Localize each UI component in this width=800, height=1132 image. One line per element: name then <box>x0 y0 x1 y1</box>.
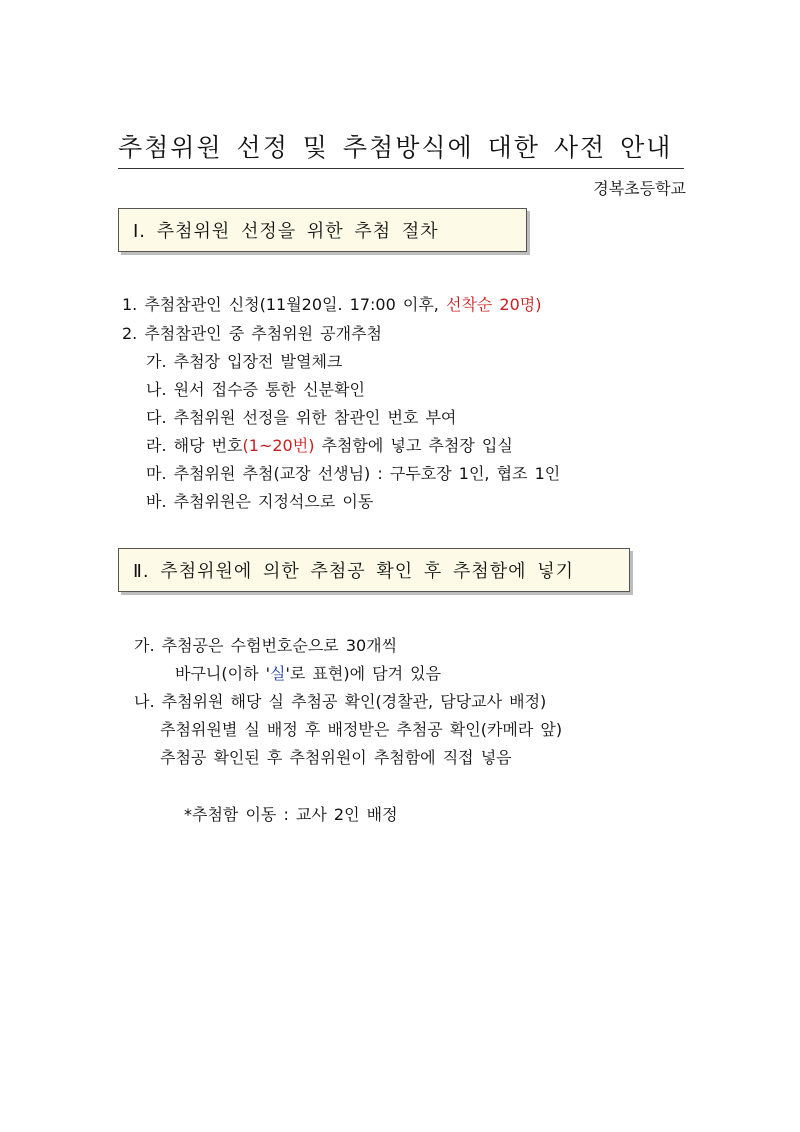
section-2-ga-line-1: 가. 추첨공은 수험번호순으로 30개씩 <box>134 636 398 655</box>
section-1-sub-ra <box>146 433 513 456</box>
document-title: 추첨위원 선정 및 추첨방식에 대한 사전 안내 <box>118 128 684 169</box>
section-1-sub-ba: 바. 추첨위원은 지정석으로 이동 <box>146 492 374 511</box>
section-2-na-line-3: 추첨공 확인된 후 추첨위원이 추첨함에 직접 넣음 <box>160 748 512 767</box>
section-1-sub-ma: 마. 추첨위원 추첨(교장 선생님) : 구두호장 1인, 협조 1인 <box>146 464 561 483</box>
sub-ra-pre: 라. 해당 번호 <box>146 436 243 455</box>
section-1-sub-ga: 가. 추첨장 입장전 발열체크 <box>146 352 343 371</box>
ga-line-2-pre: 바구니(이하 ' <box>175 664 271 683</box>
item-1-close: ) <box>535 295 542 314</box>
section-1-item-2: 2. 추첨참관인 중 추첨위원 공개추첨 <box>122 324 382 343</box>
sub-ra-post: 추첨함에 넣고 추첨장 입실 <box>314 436 513 455</box>
ga-line-2-post: '로 표현)에 담겨 있음 <box>285 664 442 683</box>
section-1-sub-da: 다. 추첨위원 선정을 위한 참관인 번호 부여 <box>146 408 457 427</box>
section-1-heading: Ⅰ. 추첨위원 선정을 위한 추첨 절차 <box>133 221 439 242</box>
section-1-sub-na: 나. 원서 접수증 통한 신분확인 <box>146 380 365 399</box>
section-2-na-line-1: 나. 추첨위원 해당 실 추첨공 확인(경찰관, 담당교사 배정) <box>134 692 547 711</box>
section-1-heading-box <box>118 208 527 252</box>
section-1-item-1 <box>122 292 542 315</box>
section-2-ga-line-2 <box>175 661 441 684</box>
section-2-note: *추첨함 이동 : 교사 2인 배정 <box>184 805 398 824</box>
item-1-text: 1. 추첨참관인 신청(11월20일. 17:00 이후, <box>122 295 446 314</box>
section-2-heading-box <box>118 548 630 592</box>
school-name: 경복초등학교 <box>593 179 686 198</box>
ga-line-2-highlight: 실 <box>270 664 286 683</box>
sub-ra-highlight: (1~20번) <box>242 436 315 455</box>
section-2-heading: Ⅱ. 추첨위원에 의한 추첨공 확인 후 추첨함에 넣기 <box>133 561 575 582</box>
section-2-na-line-2: 추첨위원별 실 배정 후 배정받은 추첨공 확인(카메라 앞) <box>160 720 563 739</box>
item-1-highlight: 선착순 20명 <box>445 295 536 314</box>
